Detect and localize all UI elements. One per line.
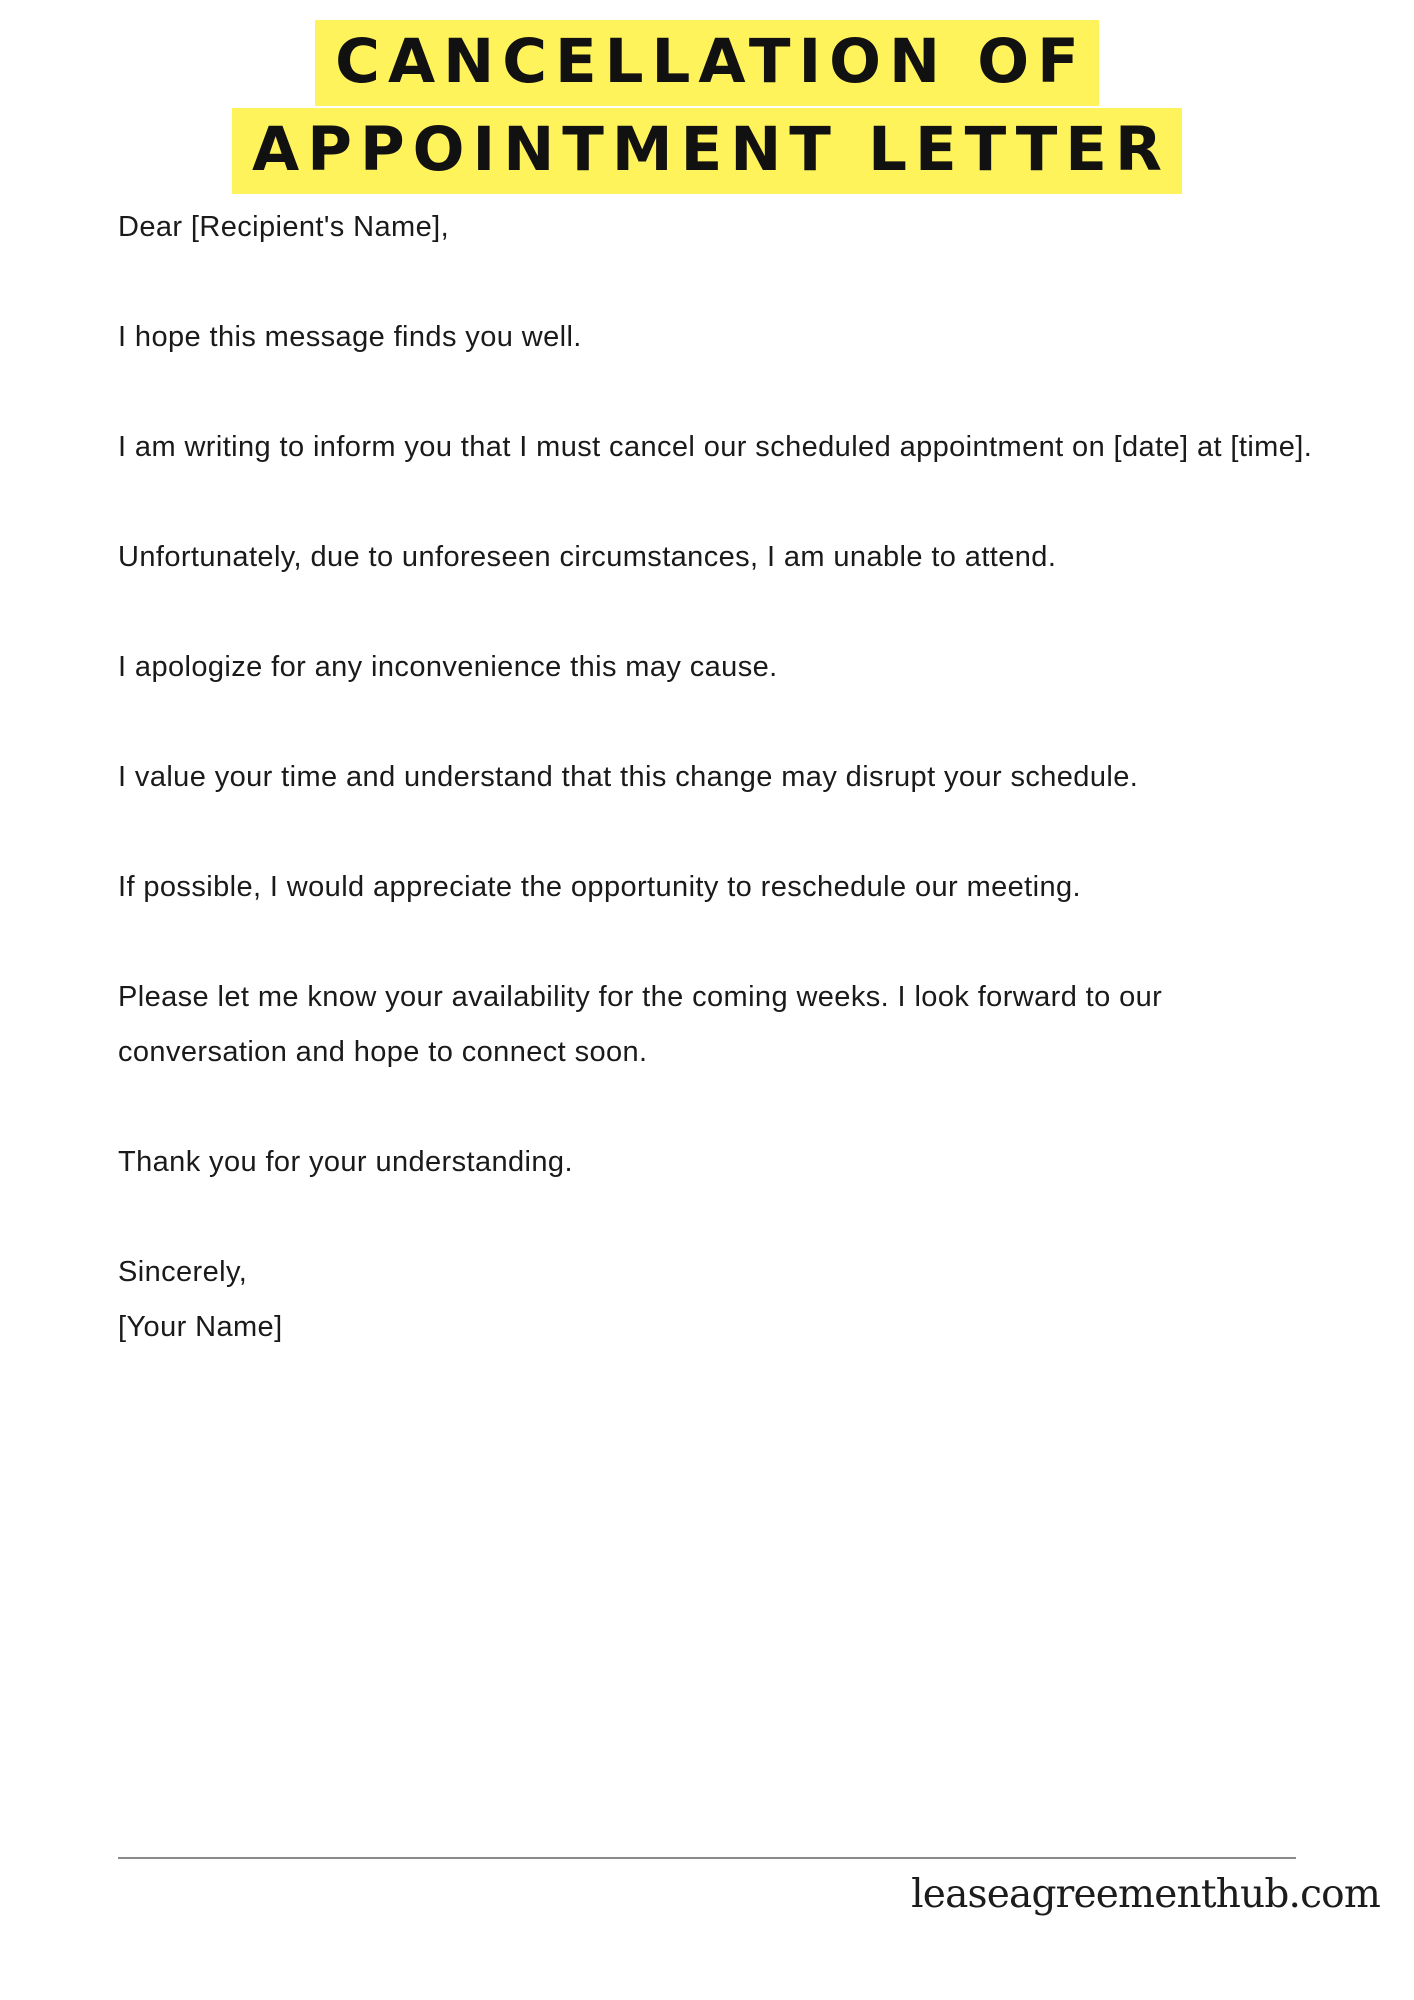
salutation: Dear [Recipient's Name], — [118, 211, 450, 243]
letter-title — [0, 20, 1414, 194]
title-line-1: CANCELLATION OF — [315, 20, 1099, 106]
title-line-2: APPOINTMENT LETTER — [232, 108, 1182, 194]
paragraph-thanks: Thank you for your understanding. — [118, 1146, 573, 1178]
paragraph-apology: I apologize for any inconvenience this may cause. — [118, 651, 778, 683]
footer-website: leaseagreementhub.com — [911, 1872, 1380, 1917]
letter-body — [118, 200, 1338, 1355]
paragraph-reschedule: If possible, I would appreciate the opportunity to reschedule our meeting. — [118, 871, 1081, 903]
paragraph-cancellation: I am writing to inform you that I must cancel our scheduled appointment on [date] at [time]. — [118, 431, 1313, 463]
closing-block — [118, 1245, 1338, 1355]
signature: [Your Name] — [118, 1311, 283, 1343]
footer-divider — [118, 1857, 1296, 1859]
paragraph-greeting: I hope this message finds you well. — [118, 321, 582, 353]
paragraph-reason: Unfortunately, due to unforeseen circumstances, I am unable to attend. — [118, 541, 1057, 573]
closing: Sincerely, — [118, 1256, 248, 1288]
paragraph-value-time: I value your time and understand that this change may disrupt your schedule. — [118, 761, 1139, 793]
paragraph-availability: Please let me know your availability for the coming weeks. I look forward to our conversation and hope to connect soon. — [118, 981, 1163, 1068]
